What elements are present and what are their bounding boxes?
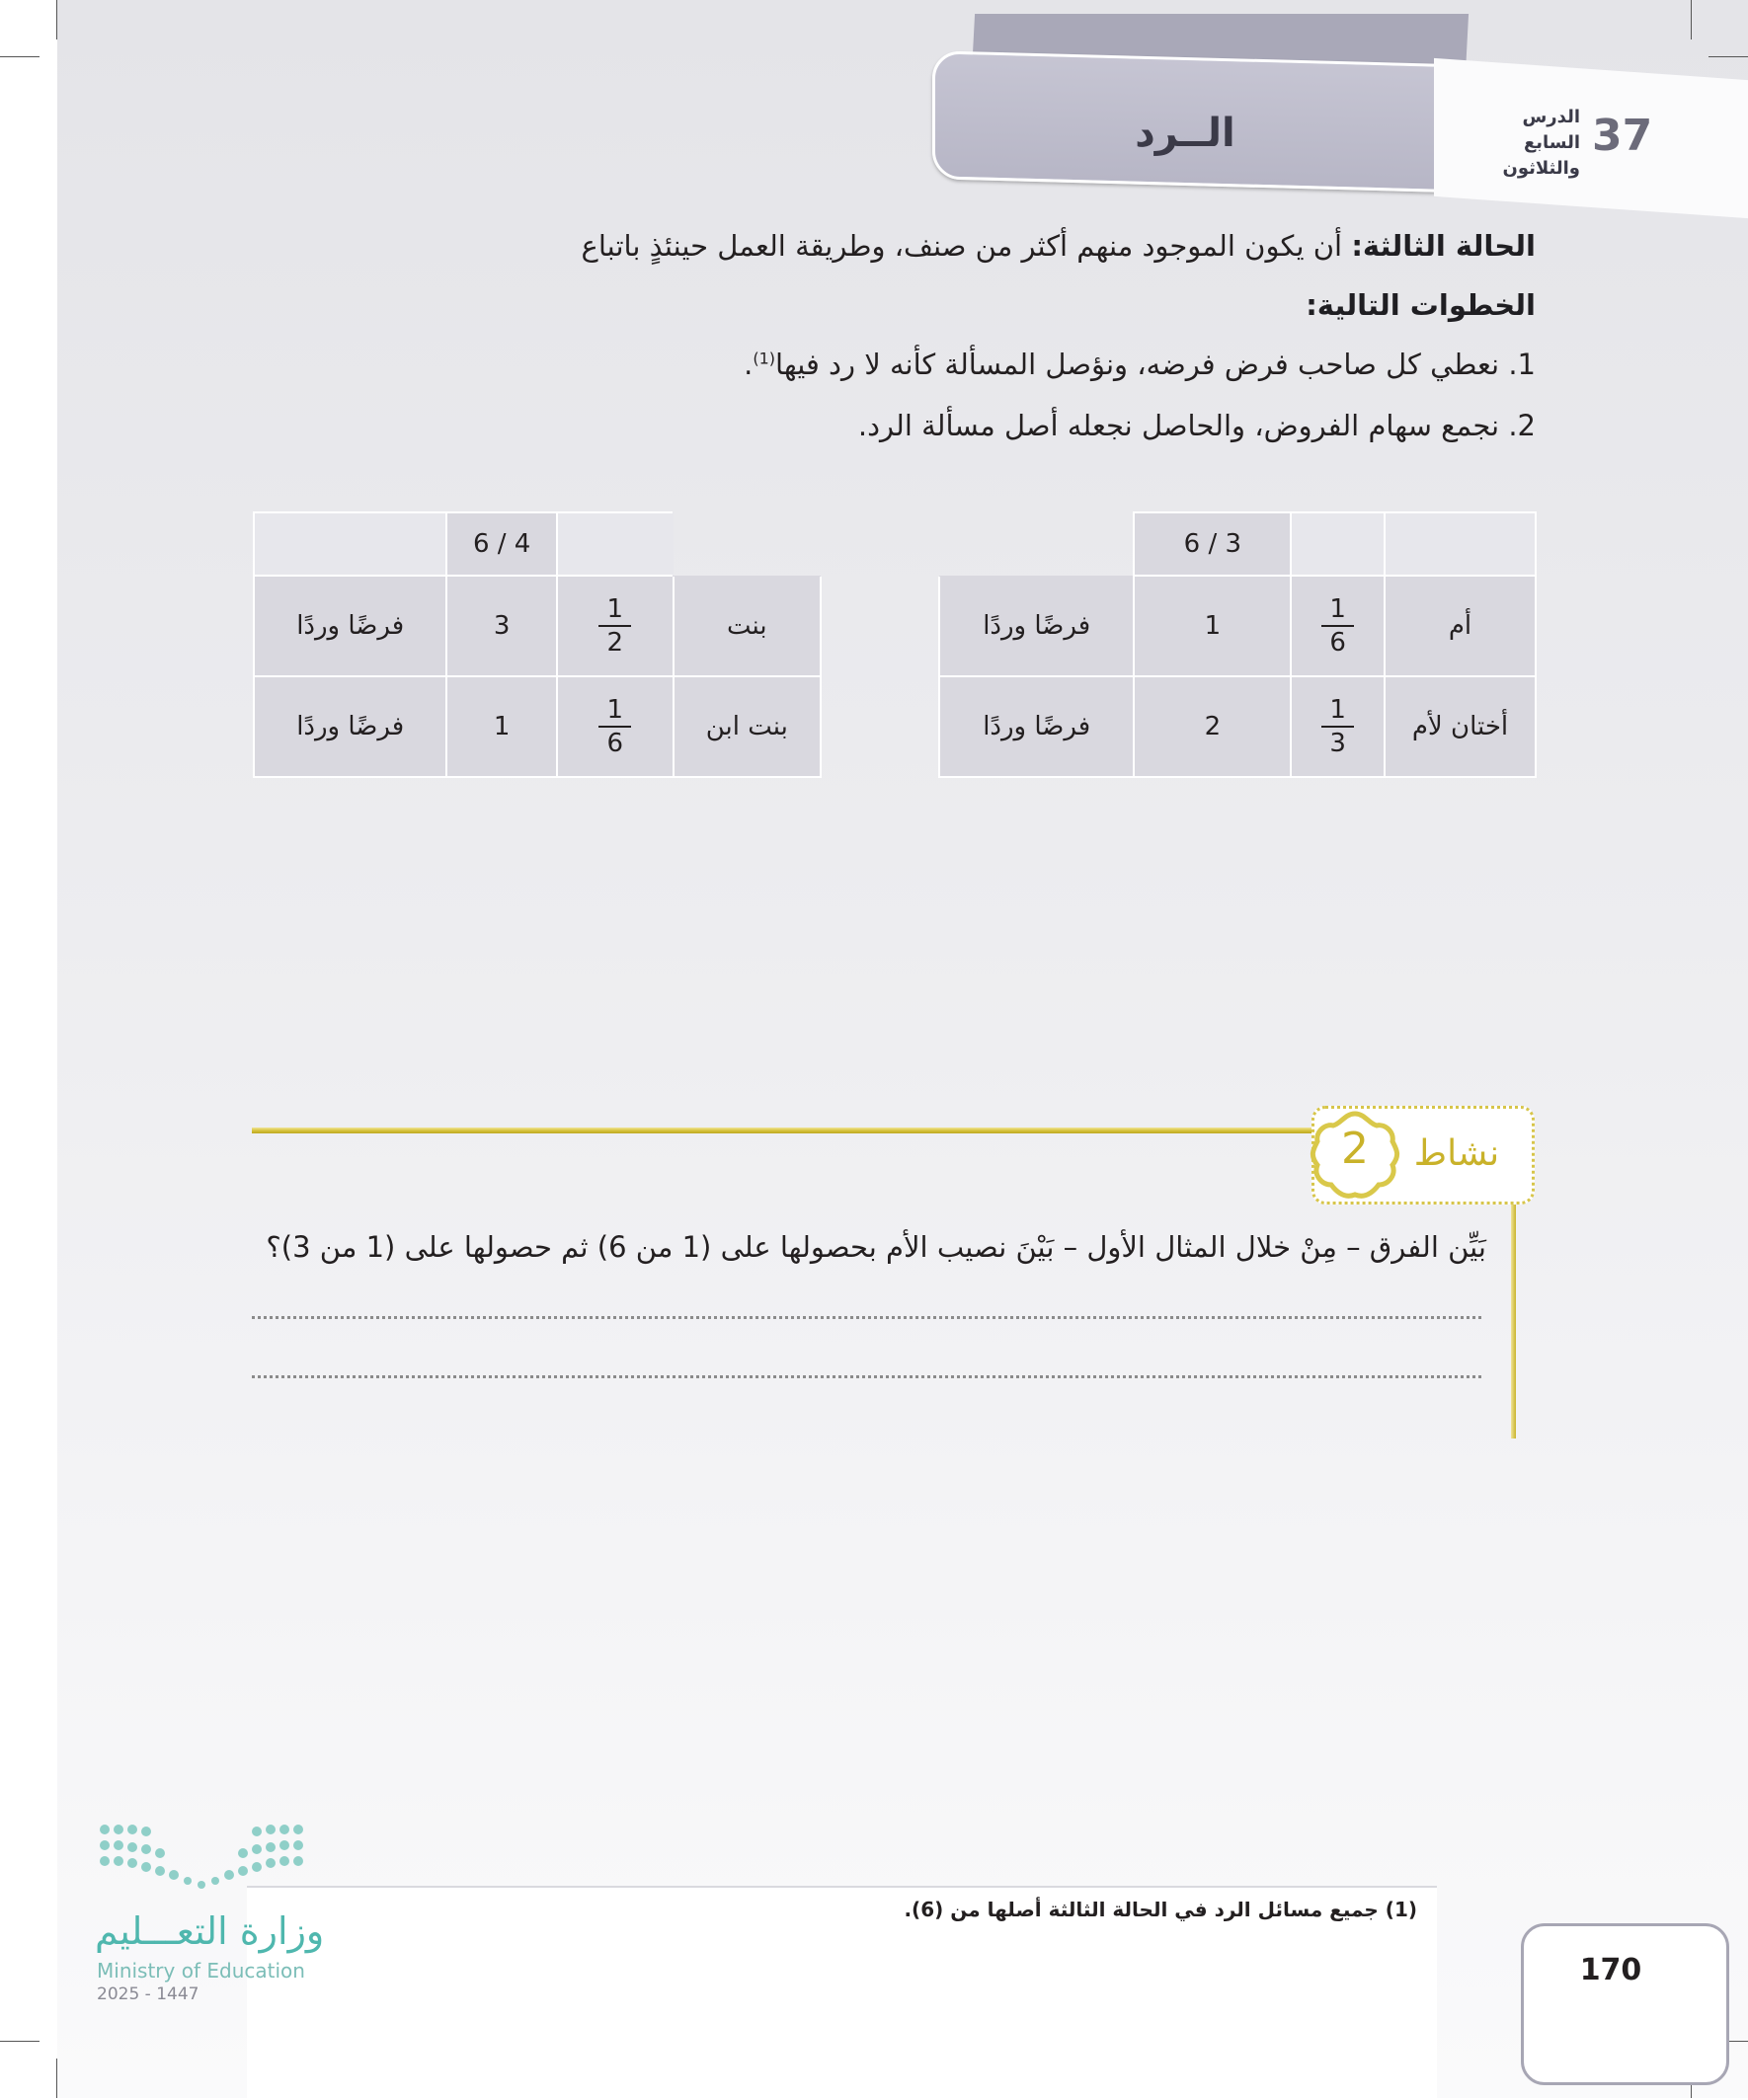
lesson-ordinal: السابع والثلاثون — [1502, 132, 1580, 179]
shares-cell: 1 — [1134, 576, 1291, 676]
table-cell-empty — [1291, 512, 1385, 576]
table-header-row — [254, 512, 821, 576]
shares-cell: 3 — [446, 576, 557, 676]
case-text: أن يكون الموجود منهم أكثر من صنف، وطريقة العمل حينئذٍ باتباع — [581, 229, 1352, 263]
base-cell: 4 / 6 — [446, 512, 557, 576]
table-cell-empty — [254, 512, 446, 576]
shares-cell: 2 — [1134, 676, 1291, 777]
fraction-denominator: 6 — [606, 729, 623, 758]
crop-mark — [1708, 56, 1748, 57]
lesson-word: الدرس — [1522, 107, 1580, 127]
fraction-cell — [1291, 676, 1385, 777]
footnote: (1) جميع مسائل الرد في الحالة الثالثة أصلها من (6). — [904, 1898, 1417, 1921]
logo-arabic: وزارة التعـــليم — [95, 1909, 325, 1953]
table-cell-empty — [674, 512, 821, 576]
table-header-row — [939, 512, 1536, 576]
table-cell-empty — [1385, 512, 1536, 576]
fraction-denominator: 6 — [1329, 628, 1346, 658]
step-1-text: 1. نعطي كل صاحب فرض فرضه، ونؤصل المسألة كأنه لا رد فيها — [775, 348, 1536, 381]
logo-year: 2025 - 1447 — [97, 1984, 199, 2004]
crop-mark — [56, 0, 57, 39]
heir-cell: أختان لأم — [1385, 676, 1536, 777]
fraction-denominator: 3 — [1329, 729, 1346, 758]
crop-mark — [0, 56, 40, 57]
fraction — [598, 593, 631, 659]
table-left — [253, 511, 822, 778]
crop-mark — [1691, 0, 1692, 39]
type-cell: فرضًا وردًا — [254, 676, 446, 777]
fraction-cell — [557, 576, 674, 676]
type-cell: فرضًا وردًا — [939, 576, 1134, 676]
fraction — [1321, 593, 1354, 659]
fraction-cell — [1291, 576, 1385, 676]
steps-heading — [1306, 288, 1536, 322]
activity-rule — [252, 1128, 1484, 1133]
fraction-numerator: 1 — [598, 694, 631, 728]
type-cell: فرضًا وردًا — [939, 676, 1134, 777]
fraction-numerator: 1 — [1321, 593, 1354, 627]
fraction-cell — [557, 676, 674, 777]
table-row — [254, 576, 821, 676]
fraction — [598, 694, 631, 759]
step-2 — [858, 409, 1536, 442]
type-cell: فرضًا وردًا — [254, 576, 446, 676]
table-row — [254, 676, 821, 777]
fraction — [1321, 694, 1354, 759]
heir-cell: أم — [1385, 576, 1536, 676]
shares-cell: 1 — [446, 676, 557, 777]
page-title: الــرد — [1135, 111, 1235, 156]
case-label: الحالة الثالثة: — [1351, 229, 1536, 263]
activity-label: نشاط — [1413, 1133, 1500, 1174]
steps-heading-text: الخطوات التالية: — [1306, 288, 1536, 322]
crop-mark — [0, 2041, 40, 2042]
crop-mark — [56, 2059, 57, 2098]
table-cell-empty — [939, 512, 1134, 576]
base-cell: 3 / 6 — [1134, 512, 1291, 576]
table-right — [938, 511, 1537, 778]
page-number: 170 — [1579, 1953, 1642, 1987]
step-1-end: . — [744, 348, 754, 381]
fraction-numerator: 1 — [1321, 694, 1354, 728]
step-1 — [744, 348, 1536, 381]
lesson-number: 37 — [1592, 111, 1653, 161]
ministry-logo-icon — [97, 1822, 314, 1901]
fraction-numerator: 1 — [598, 593, 631, 627]
heir-cell: بنت ابن — [674, 676, 821, 777]
page-number-box — [1521, 1923, 1729, 2085]
table-row — [939, 676, 1536, 777]
footnote-ref: (1) — [753, 349, 776, 368]
answer-line[interactable] — [252, 1375, 1481, 1378]
lesson-label — [1442, 105, 1580, 182]
case-paragraph — [582, 229, 1536, 263]
table-cell-empty — [557, 512, 674, 576]
activity-number: 2 — [1341, 1124, 1369, 1174]
logo-english: Ministry of Education — [97, 1959, 305, 1983]
table-row — [939, 576, 1536, 676]
answer-line[interactable] — [252, 1316, 1481, 1319]
activity-question: بَيِّن الفرق – مِنْ خلال المثال الأول – بَيْنَ نصيب الأم بحصولها على (1 من 6) ثم حصولها على (1 من 3)؟ — [266, 1230, 1486, 1264]
step-2-text: 2. نجمع سهام الفروض، والحاصل نجعله أصل مسألة الرد. — [857, 409, 1536, 442]
heir-cell: بنت — [674, 576, 821, 676]
fraction-denominator: 2 — [606, 628, 623, 658]
